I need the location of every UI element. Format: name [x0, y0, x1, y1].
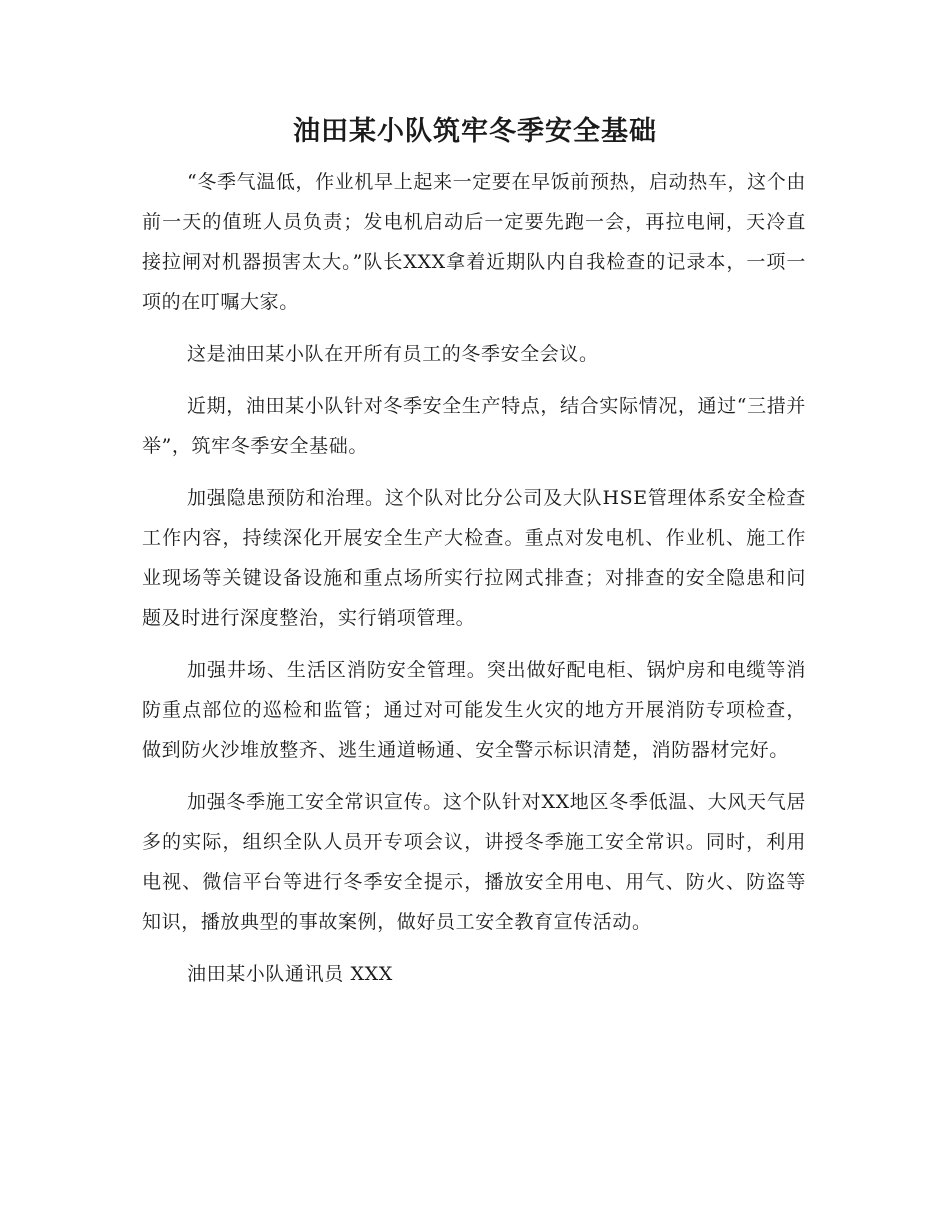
document-body — [142, 162, 806, 1006]
paragraph-overview: 近期，油田某小队针对冬季安全生产特点，结合实际情况，通过“三措并举”，筑牢冬季安全基础。 — [142, 395, 806, 457]
paragraph-meeting: 这是油田某小队在开所有员工的冬季安全会议。 — [187, 343, 599, 365]
document-title: 油田某小队筑牢冬季安全基础 — [293, 116, 657, 147]
paragraph-opening-quote: “冬季气温低，作业机早上起来一定要在早饭前预热，启动热车，这个由前一天的值班人员负责；发电机启动后一定要先跑一会，再拉电闸，天冷直接拉闸对机器损害太大。”队长XXX拿着近期队内自我检查的记录本，一项一项的在叮嘱大家。 — [142, 171, 806, 313]
paragraph-safety-education: 加强冬季施工安全常识宣传。这个队针对XX地区冬季低温、大风天气居多的实际，组织全队人员开专项会议，讲授冬季施工安全常识。同时，利用电视、微信平台等进行冬季安全提示，播放安全用电、用气、防火、防盗等知识，播放典型的事故案例，做好员工安全教育宣传活动。 — [142, 791, 806, 933]
paragraph-fire-safety: 加强井场、生活区消防安全管理。突出做好配电柜、锅炉房和电缆等消防重点部位的巡检和监管；通过对可能发生火灾的地方开展消防专项检查，做到防火沙堆放整齐、逃生通道畅通、安全警示标识清楚，消防器材完好。 — [142, 659, 806, 761]
paragraph-hazard-prevention: 加强隐患预防和治理。这个队对比分公司及大队HSE管理体系安全检查工作内容，持续深化开展安全生产大检查。重点对发电机、作业机、施工作业现场等关键设备设施和重点场所实行拉网式排查；对排查的安全隐患和问题及时进行深度整治，实行销项管理。 — [142, 487, 806, 629]
paragraph-byline: 油田某小队通讯员 XXX — [187, 963, 393, 985]
